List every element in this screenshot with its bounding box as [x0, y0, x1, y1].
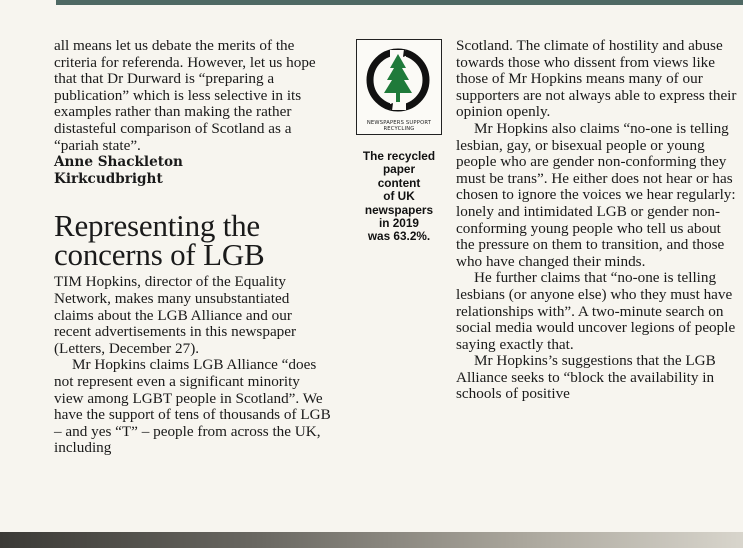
letter-paragraph: TIM Hopkins, director of the Equality Network, makes many unsubstantiated claims about the LGB Alliance and our recent advertisements in this newspaper (Letters, December 27).: [54, 273, 297, 357]
letter-paragraph: Mr Hopkins’s suggestions that the LGB Alliance seeks to “block the availability in schools of positive: [456, 352, 716, 403]
caption-line: of UK: [383, 189, 415, 204]
letter-headline: [54, 208, 332, 273]
letter-paragraph: all means let us debate the merits of the criteria for referenda. However, let us hope that that Dr Durward is “preparing a publication” which is less selective in its examples rather than making the rather distasteful comparison of Scotland as a “pariah state”.: [54, 37, 316, 154]
photo-edge-shadow: [0, 532, 743, 548]
signature-name: Anne Shackleton: [54, 154, 183, 171]
caption-line: was 63.2%.: [367, 229, 431, 244]
headline-line-2: concerns of LGB: [54, 237, 265, 273]
signature-place: Kirkcudbright: [54, 170, 163, 187]
left-column: [54, 38, 332, 457]
logo-text-line-2: RECYCLING: [383, 126, 415, 132]
letter-paragraph: Mr Hopkins claims LGB Alliance “does not represent even a significant minority view among LGBT people in Scotland”. We have the support of tens of thousands of LGB – and yes “T” – people from across the UK, including: [54, 356, 331, 457]
right-column: [456, 38, 739, 403]
recycling-caption: [352, 150, 446, 244]
letter-paragraph: Scotland. The climate of hostility and abuse towards those who dissent from views like those of Mr Hopkins means many of our supporters are not always able to express their opinion openly.: [456, 37, 737, 121]
caption-line: newspapers: [364, 202, 434, 217]
caption-line: The recycled: [362, 149, 436, 163]
letter-paragraph: Mr Hopkins also claims “no-one is telling lesbian, gay, or bisexual people or young people who are gender non-conforming they must be trans”. He either does not hear or has chosen to ignore the voices we hear regularly: lonely and intimidated LGB or gender non-conforming young people who tell us about the pressure on them to transition, and those who have changed their minds.: [456, 119, 736, 270]
caption-line: content: [377, 175, 421, 190]
letter-paragraph: He further claims that “no-one is telling lesbians (or anyone else) who they must have relationships with”. A two-minute search on social media would uncover legions of people saying exactly that.: [456, 269, 736, 353]
recycling-logo: [356, 39, 442, 135]
top-rule: [56, 0, 743, 5]
tree-recycling-logo-icon: [357, 40, 443, 120]
logo-text-line-1: NEWSPAPERS SUPPORT: [366, 120, 432, 126]
caption-line: in 2019: [378, 216, 419, 231]
headline-line-1: Representing the: [54, 208, 260, 244]
caption-line: paper: [382, 162, 416, 177]
